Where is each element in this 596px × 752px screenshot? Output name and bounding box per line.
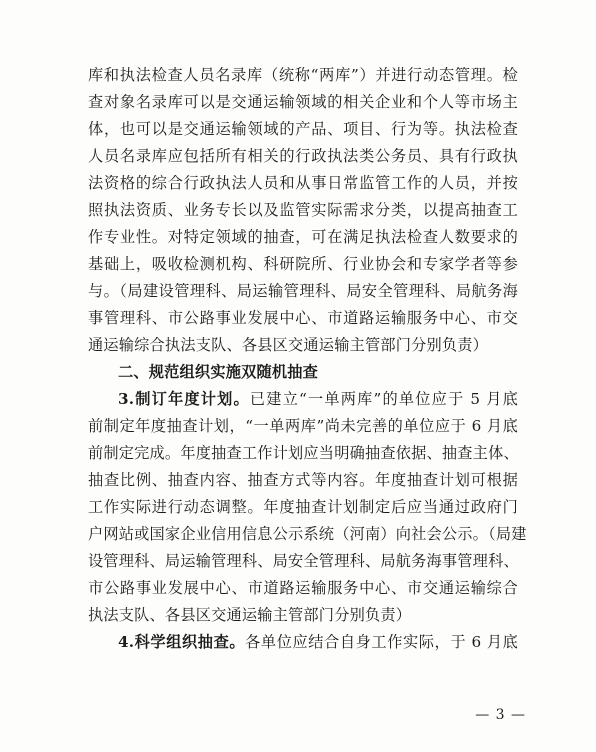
paragraph-line: 法资格的综合行政执法人员和从事日常监管工作的人员，并按: [88, 174, 518, 192]
item3-first-line-text: 已建立“一单两库”的单位应于 5 月底: [249, 390, 518, 408]
item3-line: 设管理科、局运输管理科、局安全管理科、局航务海事管理科、: [88, 552, 519, 570]
paragraph-line: 事管理科、市公路事业发展中心、市道路运输服务中心、市交: [88, 309, 518, 327]
paragraph-line: 查对象名录库可以是交通运输领域的相关企业和个人等市场主: [88, 93, 518, 111]
paragraph-line: 库和执法检查人员名录库（统称“两库”）并进行动态管理。检: [88, 66, 518, 84]
paragraph-line: 人员名录库应包括所有相关的行政执法类公务员、具有行政执: [88, 147, 518, 165]
item3-title: 3.制订年度计划。: [118, 390, 250, 408]
paragraph-line: 作专业性。对特定领域的抽查，可在满足执法检查人数要求的: [88, 228, 518, 246]
paragraph-line: 通运输综合执法支队、各县区交通运输主管部门分别负责）: [88, 336, 489, 354]
item4-first-line: [88, 629, 518, 656]
item3-line: 抽查比例、抽查内容、抽查方式等内容。年度抽查计划可根据: [88, 471, 518, 489]
item4-title: 4.科学组织抽查。: [118, 633, 246, 651]
item3-line: 户网站或国家企业信用信息公示系统（河南）向社会公示。（局建: [88, 525, 527, 543]
item3-line: 市公路事业发展中心、市道路运输服务中心、市交通运输综合: [88, 579, 518, 597]
document-body: [88, 62, 527, 656]
item3-line: 执法支队、各县区交通运输主管部门分别负责）: [88, 606, 412, 624]
item3-line: 前制定年度抽查计划，“一单两库”尚未完善的单位应于 6 月底: [88, 417, 518, 435]
paragraph-line: 照执法资质、业务专长以及监管实际需求分类，以提高抽查工: [88, 201, 518, 219]
item3-line: 工作实际进行动态调整。年度抽查计划制定后应当通过政府门: [88, 498, 518, 516]
item3-line: 前制定完成。年度抽查工作计划应当明确抽查依据、抽查主体、: [88, 444, 519, 462]
paragraph-line: 与。（局建设管理科、局运输管理科、局安全管理科、局航务海: [88, 282, 518, 300]
paragraph-line: 体，也可以是交通运输领域的产品、项目、行为等。执法检查: [88, 120, 518, 138]
page-number: — 3 —: [475, 707, 526, 723]
item4-first-line-text: 各单位应结合自身工作实际，于 6 月底: [245, 633, 518, 651]
item3-first-line: [88, 386, 518, 413]
section-heading: 二、规范组织实施双随机抽查: [118, 363, 319, 381]
paragraph-line: 基础上，吸收检测机构、科研院所、行业协会和专家学者等参: [88, 255, 518, 273]
